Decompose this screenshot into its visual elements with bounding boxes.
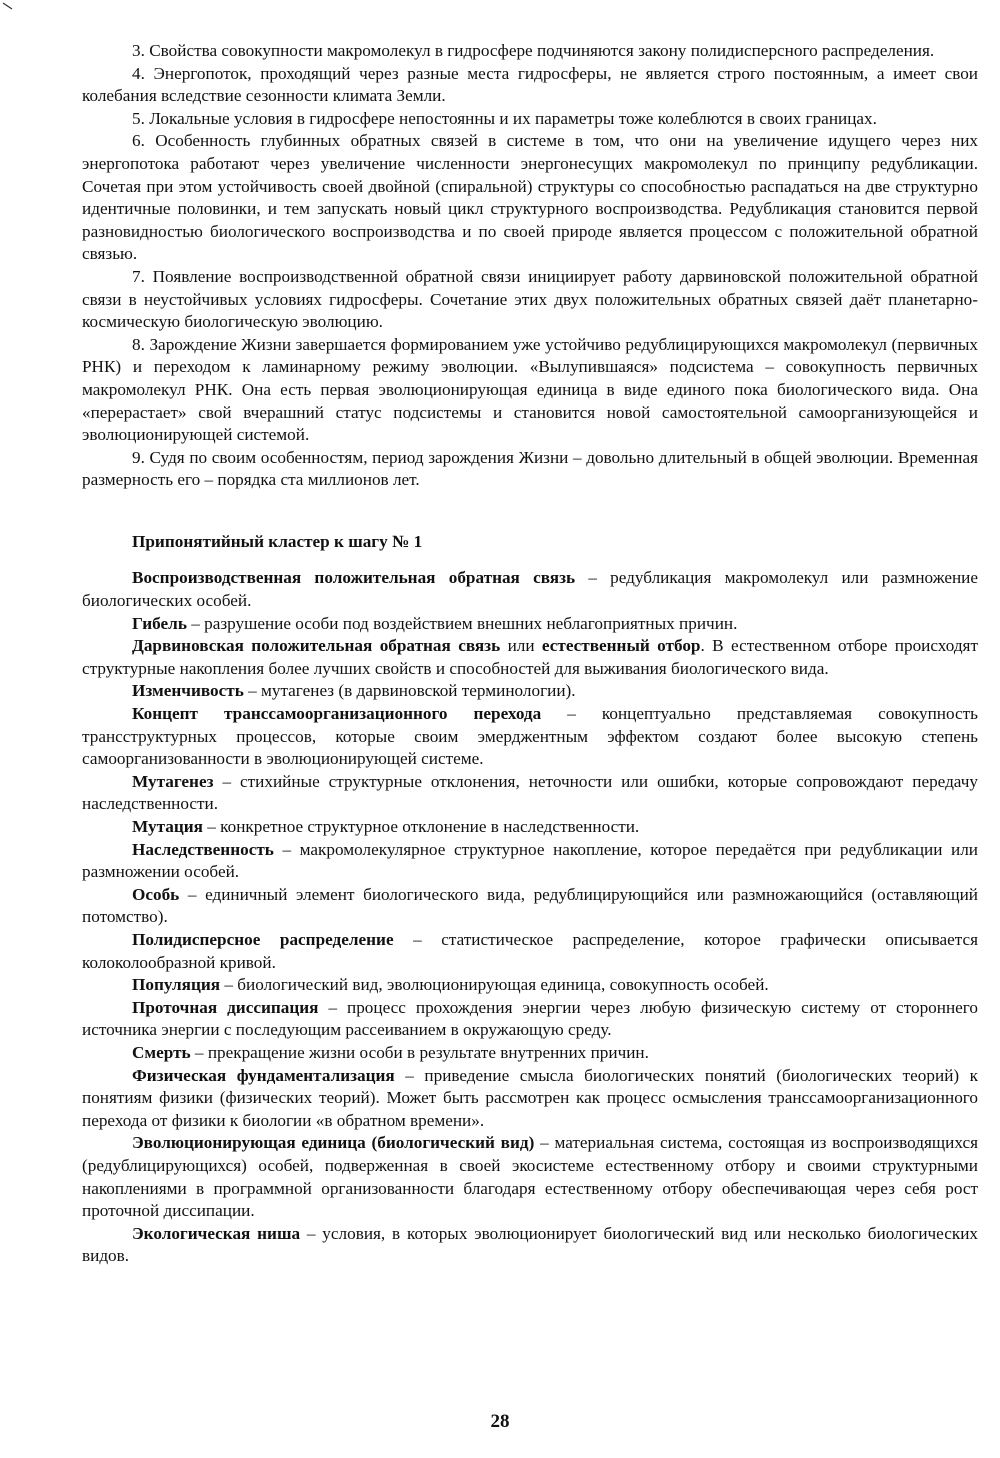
glossary-definition: – конкретное структурное отклонение в наследственности. xyxy=(202,817,640,836)
glossary-definition: – макромолекулярное структурное накопление, которое передаётся при редубликации или размножении особей. xyxy=(82,839,978,882)
glossary-definition: – условия, в которых эволюционирует биологический вид или несколько биологических видов. xyxy=(82,1223,979,1266)
glossary-definition: – прекращение жизни особи в результате внутренних причин. xyxy=(190,1042,649,1062)
cluster-heading: Припонятийный кластер к шагу № 1 xyxy=(132,531,423,551)
list-item: 6. Особенность глубинных обратных связей в системе в том, что они на увеличение идущего через них энергопотока работают через увеличение численности энергонесущих макромолекул по принципу редубликации. Сочетая при этом устойчивость своей двойной (спиральной) структуры со способностью распадаться на две структурно идентичные половинки, и тем запускать новый цикл структурного воспроизводства. Редубликация становится первой разновидностью биологического воспроизводства и по своей природе является процессом с положительной обратной связью. xyxy=(82,131,978,264)
glossary-entry xyxy=(82,997,978,1042)
glossary-term: Эволюционирующая единица (биологический вид) xyxy=(132,1133,535,1153)
glossary-entry xyxy=(82,703,978,771)
glossary-term: Полидисперсное распределение xyxy=(132,929,394,949)
glossary-definition: – приведение смысла биологических понятий (биологических теорий) к понятиям физики (физических теорий). Может быть рассмотрен как процесс осмысления транссамоорганизационного перехода от физики к биологии «в обратном времени». xyxy=(82,1065,978,1130)
glossary-term: Популяция xyxy=(132,975,221,995)
glossary-entry xyxy=(82,635,978,680)
glossary-definition: – разрушение особи под воздействием внешних неблагоприятных причин. xyxy=(186,613,738,633)
glossary-definition: – биологический вид, эволюционирующая единица, совокупность особей. xyxy=(220,975,769,995)
glossary-definition: – материальная система, состоящая из воспроизводящихся (редублицирующихся) особей, подверженная в своей экосистеме естественному отбору и своими структурными накоплениями в программной организованности благодаря естественному отбору обеспечивающая через себя рост проточной диссипации. xyxy=(82,1133,978,1221)
glossary-term: Гибель xyxy=(132,613,187,633)
scan-mark xyxy=(0,0,18,14)
glossary-entry xyxy=(82,613,978,636)
glossary-entry xyxy=(82,1042,978,1065)
glossary-term-alt: естественный отбор xyxy=(541,636,701,656)
glossary-entry xyxy=(82,839,978,884)
glossary-entry xyxy=(82,974,978,997)
glossary-definition: . В естественном отборе происходят структурные накопления более лучших свойств и способностей для выживания биологического вида. xyxy=(82,636,978,678)
glossary-definition: – статистическое распределение, которое графически описывается колоколообразной кривой. xyxy=(82,929,978,972)
glossary-definition: – мутагенез (в дарвиновской терминологии). xyxy=(243,681,576,701)
glossary-term: Воспроизводственная положительная обратная связь xyxy=(132,568,576,588)
glossary-term: Наследственность xyxy=(132,839,274,859)
glossary-entry xyxy=(82,816,978,839)
glossary-term: Мутация xyxy=(132,817,203,836)
glossary-term: Смерть xyxy=(132,1042,191,1062)
glossary-term: Особь xyxy=(132,884,180,904)
glossary-connector: или xyxy=(500,636,542,656)
list-item: 7. Появление воспроизводственной обратной связи инициирует работу дарвиновской положительной обратной связи в неустойчивых условиях гидросферы. Сочетание этих двух положительных обратных связей даёт планетарно-космическую биологическую эволюцию. xyxy=(82,266,978,332)
list-item: 9. Судя по своим особенностям, период зарождения Жизни – довольно длительный в общей эволюции. Временная размерность его – порядка ста миллионов лет. xyxy=(82,447,978,490)
list-item: 3. Свойства совокупности макромолекул в гидросфере подчиняются закону полидисперсного распределения. xyxy=(132,41,935,60)
glossary-entry xyxy=(82,771,978,816)
glossary-definition: – процесс прохождения энергии через любую физическую систему от стороннего источника энергии с последующим рассеиванием в окружающую среду. xyxy=(82,997,978,1040)
glossary-term: Экологическая ниша xyxy=(132,1223,301,1243)
page-number: 28 xyxy=(490,1411,510,1432)
glossary-definition: – единичный элемент биологического вида, редублицирующийся или размножающийся (оставляющий потомство). xyxy=(82,884,978,927)
glossary-definition: – стихийные структурные отклонения, неточности или ошибки, которые сопровождают передачу наследственности. xyxy=(82,771,978,814)
glossary-term: Дарвиновская положительная обратная связь xyxy=(132,636,501,656)
glossary-entry xyxy=(82,1132,978,1222)
glossary-term: Концепт транссамоорганизационного перехода xyxy=(132,704,542,724)
glossary-term: Изменчивость xyxy=(132,681,244,701)
glossary-term: Проточная диссипация xyxy=(132,997,319,1017)
glossary-term: Физическая фундаментализация xyxy=(132,1065,395,1085)
glossary-entry xyxy=(82,929,978,974)
glossary-entry xyxy=(82,567,978,612)
glossary-entry xyxy=(82,1065,978,1133)
glossary-definition: – редубликация макромолекул или размножение биологических особей. xyxy=(82,568,978,611)
glossary-entry xyxy=(82,1223,978,1268)
glossary-definition: – концептуально представляемая совокупность трансструктурных процессов, которые своим эмерджентным эффектом создают более высокую степень самоорганизованности в эволюционирующей системе. xyxy=(82,704,978,769)
glossary-term: Мутагенез xyxy=(132,771,214,791)
glossary-entry xyxy=(82,680,978,703)
list-item: 8. Зарождение Жизни завершается формированием уже устойчиво редублицирующихся макромолекул (первичных РНК) и переходом к ламинарному режиму эволюции. «Вылупившаяся» подсистема – совокупность первичных макромолекул РНК. Она есть первая эволюционирующая единица в виде единого пока биологического вида. Она «перерастает» свой вчерашний статус подсистемы и становится новой самостоятельной самоорганизующейся и эволюционирующей системой. xyxy=(82,334,978,445)
list-item: 5. Локальные условия в гидросфере непостоянны и их параметры тоже колеблются в своих границах. xyxy=(132,108,877,128)
glossary-entry xyxy=(82,884,978,929)
list-item: 4. Энергопоток, проходящий через разные места гидросферы, не является строго постоянным, а имеет свои колебания вследствие сезонности климата Земли. xyxy=(82,63,978,106)
page-body xyxy=(82,40,978,1268)
